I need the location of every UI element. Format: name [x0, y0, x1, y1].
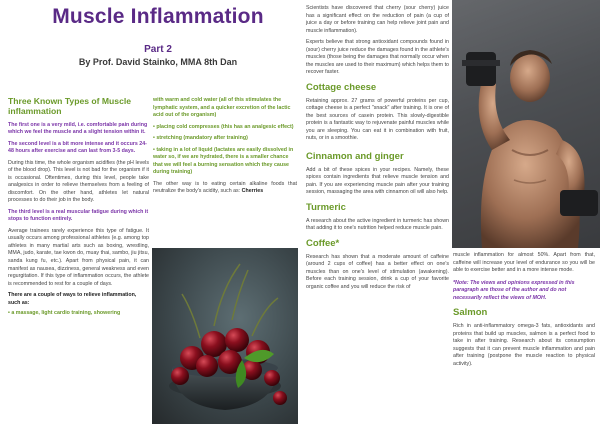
article-title: Muscle Inflammation [52, 5, 264, 28]
heading-salmon: Salmon [453, 307, 488, 319]
article-part: Part 2 [144, 44, 172, 55]
paragraph-caffeine-endurance: muscle inflammation for almost 50%. Apart from that, caffeine will increase your level of endurance so you will be able to exercise better and in a more intense mode. [453, 252, 595, 274]
column-2 [153, 97, 297, 196]
column-1 [8, 97, 149, 318]
heading-coffee: Coffee* [306, 237, 340, 249]
column-4 [453, 252, 595, 368]
paragraph-acidification: During this time, the whole organism acidifies (the pH levels of the blood drop). This level is not bad for the organism if it is occasional. Oftentimes, during this level, people take analgesics in order to relieve themselves from a feeling of discomfort. On the other hand, athletes let natural processes to do their job in the body. [8, 159, 149, 204]
cherries-bowl-image [152, 248, 298, 424]
paragraph-fatigue: Average trainees rarely experience this type of fatigue. It usually occurs among professional athletes (e.g. among top athletes in many martial arts such as boxing, wrestling, MMA, judo, karate, tae kwon do, muay thai, sambo, jiu jitsu, sanda kung fu, etc.). Apart from physical pain, it can manifest as nausea, dizziness, general weakness and even regurgitation. If this type of inflammation occurs, the athlete is recommended to rest for a couple of days. [8, 227, 149, 287]
paragraph-coffee: Research has shown that a moderate amount of caffeine (around 2 cups of coffee) has a better effect on one's muscles than on one's level of stimulation (awakening). Before each training session, drink a cup of your favorite organic coffee and you will reduce the risk of [306, 253, 449, 290]
paragraph-ways-intro: There are a couple of ways to relieve inflammation, such as: [8, 292, 137, 306]
column-3 [306, 5, 449, 291]
paragraph-level-three: The third level is a real muscular fatigue during which it stops to function entirely. [8, 208, 149, 223]
list-item-liquid: • taking in a lot of liquid (lactates are easily dissolved in water so, if we are hydrated, there is a smaller chance that we will feel a burning sensation which they cause during training) [153, 146, 294, 176]
paragraph-salmon: Rich in anti-inflammatory omega-3 fats, antioxidants and proteins that build up muscles, salmon is a perfect food to take in after training. Research about its consumption suggests that it can prevent muscle inflammation and pain after training (postpone the muscle reaction to physical activity). [453, 323, 595, 367]
paragraph-turmeric: A research about the active ingredient in turmeric has shown that adding it to one's nutrition helped reduce muscle pain. [306, 217, 449, 232]
list-item-massage-cont: with warm and cold water (all of this stimulates the lymphatic system, and a quicker excretion of the lactic acid out of the organism) [153, 97, 291, 119]
paragraph-cottage-cheese: Retaining approx. 27 grams of powerful proteins per cup, cottage cheese is a perfect "snack" after training. It is one of the best sources of casein protein. This slowly-digestible protein is a fantastic way to rejuvenate painful muscles while you are sleeping. You can eat it in combination with fruit, nuts, or in a smoothie. [306, 97, 449, 142]
athlete-dumbbell-image [452, 0, 600, 248]
heading-cottage-cheese: Cottage cheese [306, 81, 377, 93]
article-byline: By Prof. David Stainko, MMA 8th Dan [78, 57, 238, 67]
cherries-photo [152, 248, 298, 424]
paragraph-antioxidants: Experts believe that strong antioxidant compounds found in (sour) cherry juice reduce the damages found in the athlete's muscles (those being the damages that normally occur when the muscles are used to their maximum) which helps them to recover faster. [306, 39, 449, 76]
list-item-stretching: • stretching (mandatory after training) [153, 135, 248, 142]
editor-note: *Note: The views and opinions expressed in this paragraph are those of the author and do not necessarily reflect the views of MOH. [453, 279, 575, 301]
list-item-massage: • a massage, light cardio training, showering [8, 310, 121, 317]
list-item-cold-compresses: • placing cold compresses (this has an analgesic effect) [153, 123, 294, 130]
paragraph-level-two: The second level is a bit more intense and it occurs 24-48 hours after exercise and can last from 3-5 days. [8, 140, 147, 155]
section-heading-types: Three Known Types of Muscle inflammation [8, 96, 132, 116]
heading-cinnamon-ginger: Cinnamon and ginger [306, 150, 404, 162]
heading-turmeric: Turmeric [306, 201, 346, 213]
paragraph-level-one: The first one is a very mild, i.e. comfortable pain during which we feel the muscle and a slight tension within it. [8, 121, 148, 136]
cherries-label: Cherries [241, 188, 264, 195]
athlete-photo [452, 0, 600, 248]
paragraph-cinnamon-ginger: Add a bit of these spices in your recipes. Namely, these spices contain ingredients that relieve muscle tension and pain. If you are experiencing muscle pain after your training session, massaging the area with cinnamon oil will also help. [306, 166, 449, 196]
paragraph-alkaline-foods: The other way is to eating certain alkaline foods that neutralize the body's acidity, such as: Cherries [153, 180, 297, 195]
paragraph-cherry-juice: Scientists have discovered that cherry (sour cherry) juice has a significant effect on the reduction of pain (a cup of juice a day or before training can help relieve joint pain and muscle inflammation). [306, 5, 449, 34]
